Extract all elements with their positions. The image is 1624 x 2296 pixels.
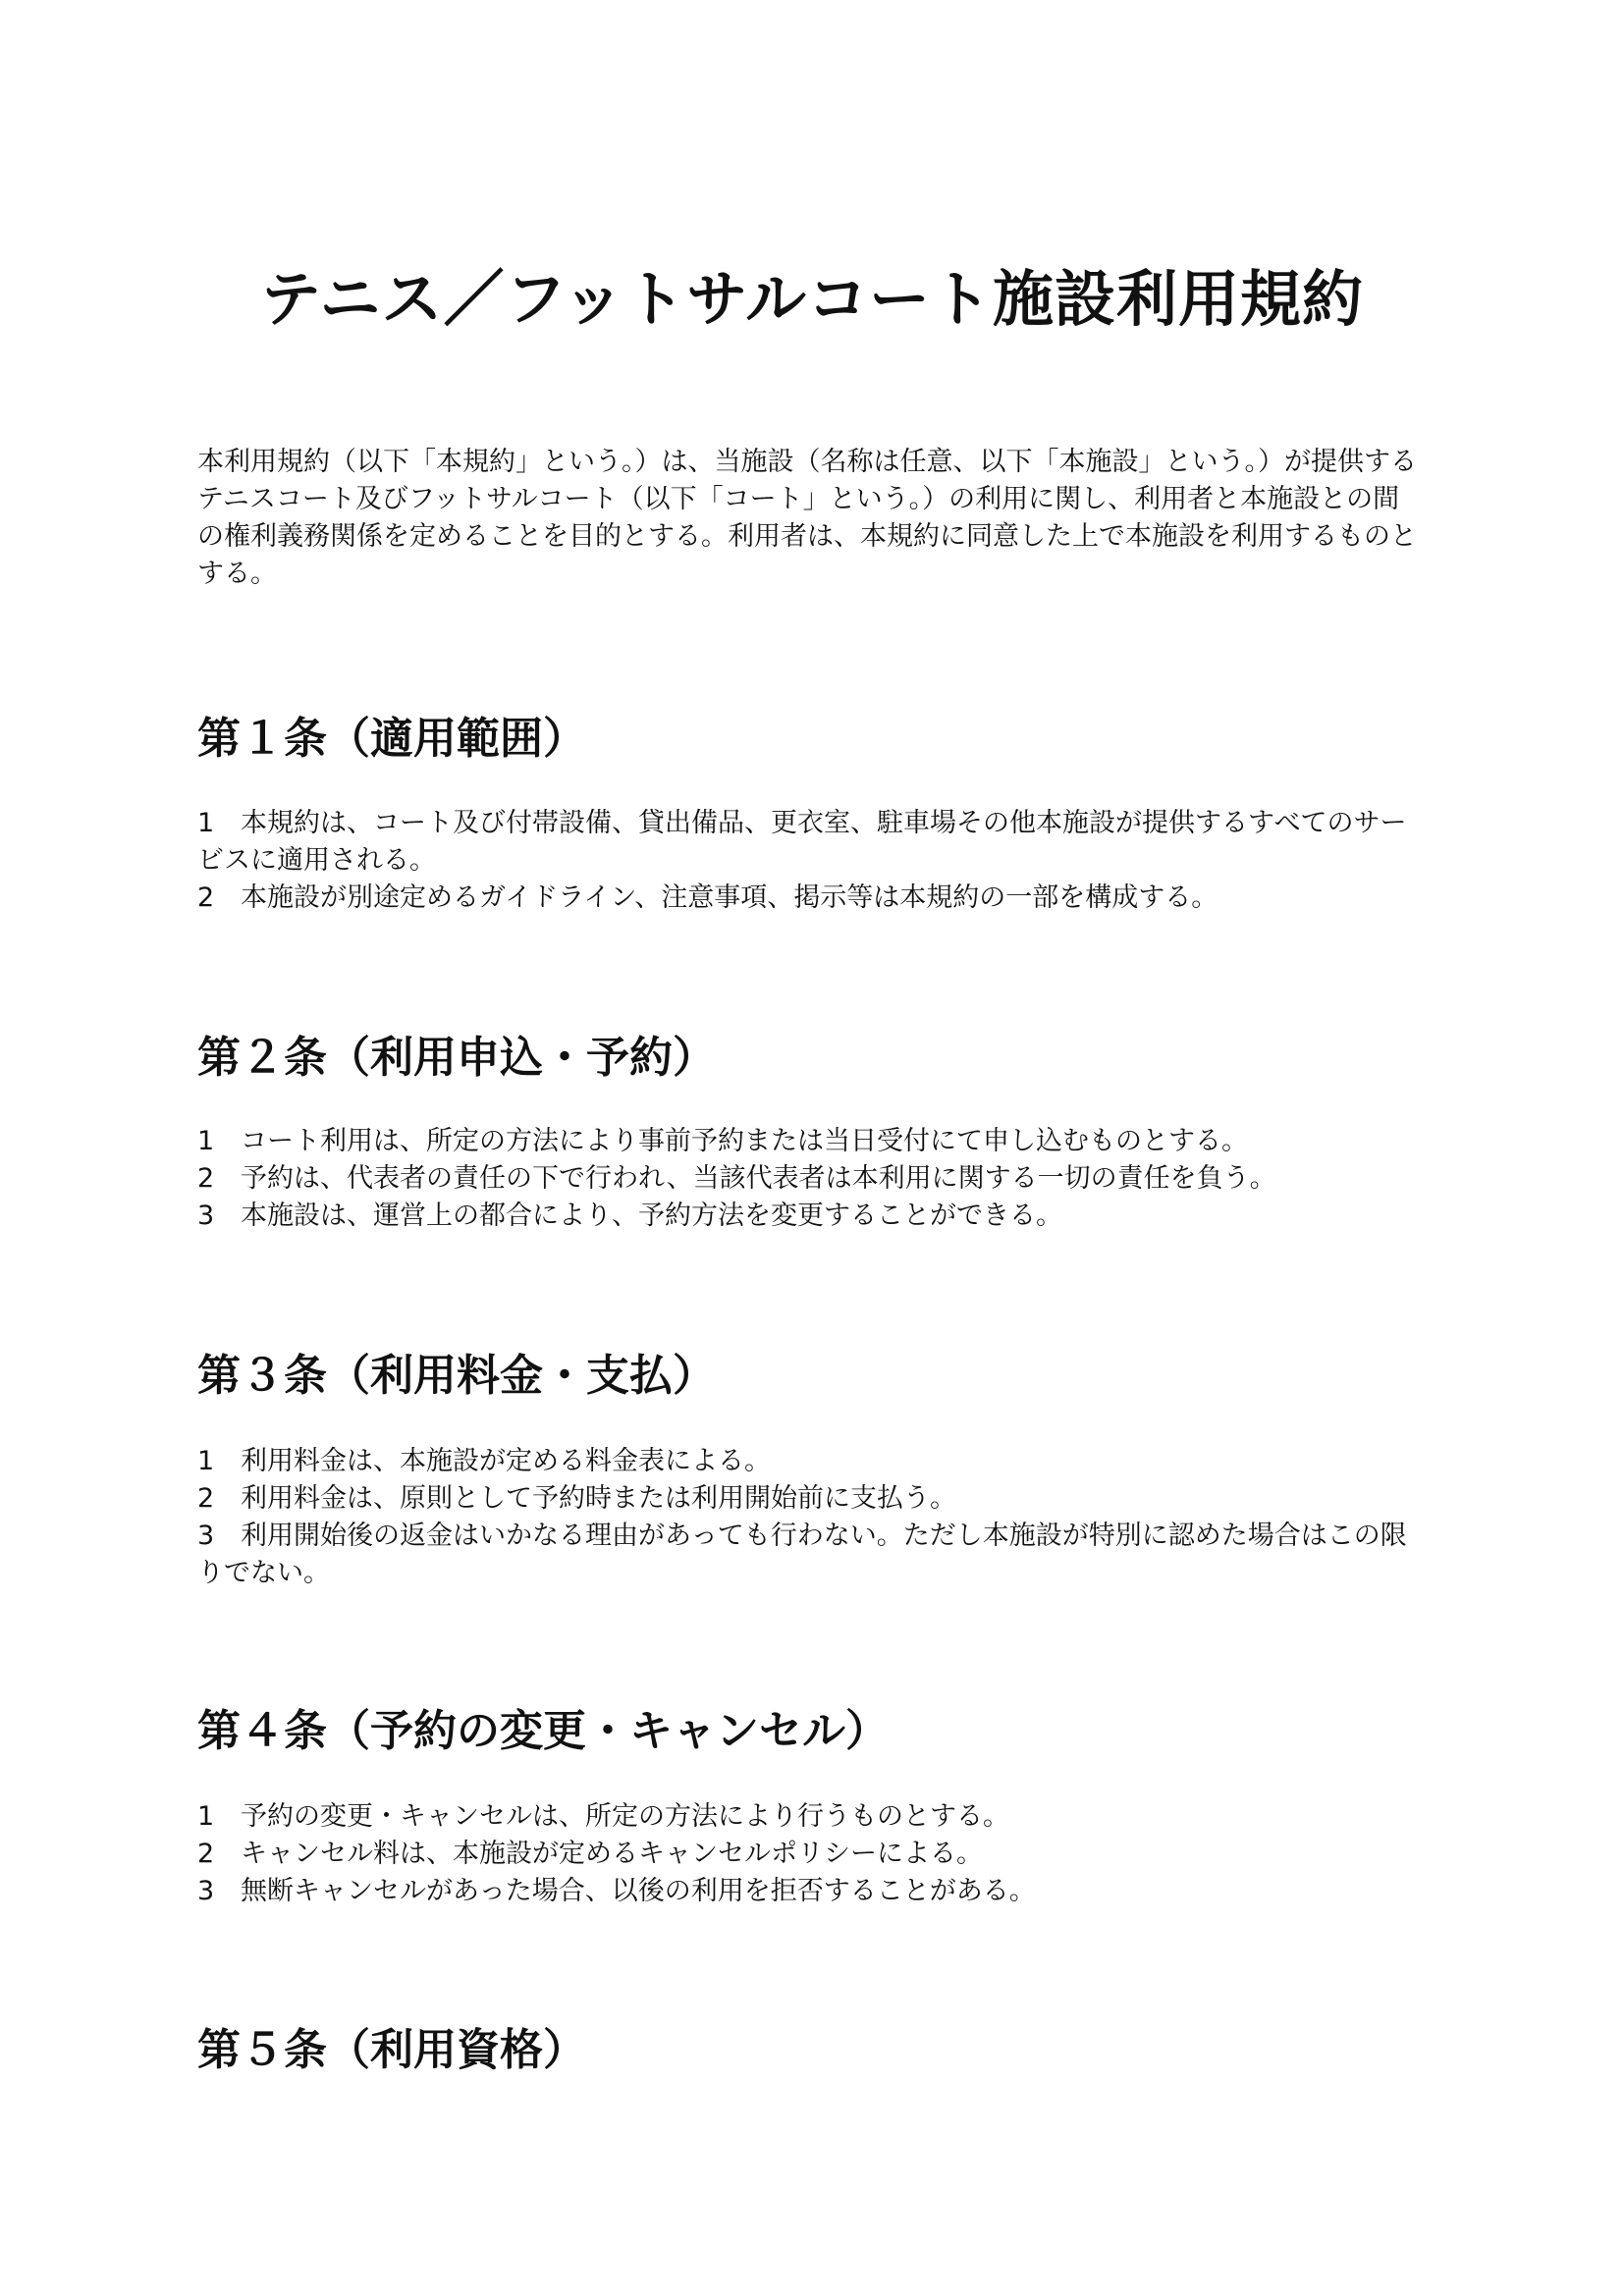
clause-number: 2 [197, 1839, 215, 1869]
clause-number: 3 [197, 1201, 215, 1231]
article-1-clauses [197, 805, 1425, 917]
intro-paragraph: 本利用規約（以下「本規約」という。）は、当施設（名称は任意、以下「本施設」という。）が提供するテニスコート及びフットサルコート（以下「コート」という。）の利用に関し、利用者と本施設との間の権利義務関係を定めることを目的とする。利用者は、本規約に同意した上で本施設を利用するものとする。 [197, 447, 1417, 589]
clause-text: 利用料金は、本施設が定める料金表による。 [241, 1446, 771, 1476]
clause-number: 3 [197, 1876, 215, 1906]
clause-text: 本施設が別途定めるガイドライン、注意事項、掲示等は本規約の一部を構成する。 [241, 882, 1218, 913]
clause [197, 1443, 1425, 1480]
clause-text: 予約の変更・キャンセルは、所定の方法により行うものとする。 [241, 1801, 1009, 1832]
clause [197, 1480, 1425, 1518]
article-1-heading: 第１条（適用範囲） [197, 714, 586, 764]
clause-number: 1 [197, 1126, 215, 1156]
clause [197, 1123, 1425, 1160]
clause [197, 880, 1425, 917]
clause-text: 利用料金は、原則として予約時または利用開始前に支払う。 [241, 1483, 956, 1514]
article-3-clauses [197, 1443, 1425, 1592]
clause-text: 本規約は、コート及び付帯設備、貸出備品、更衣室、駐車場その他本施設が提供するすべてのサービスに適用される。 [197, 808, 1407, 876]
clause [197, 1160, 1425, 1198]
clause-number: 1 [197, 808, 215, 838]
clause-number: 3 [197, 1521, 215, 1551]
clause-number: 2 [197, 882, 215, 913]
clause [197, 1198, 1425, 1235]
clause [197, 805, 1425, 880]
clause-text: キャンセル料は、本施設が定めるキャンセルポリシーによる。 [241, 1839, 983, 1869]
clause-text: 無断キャンセルがあった場合、以後の利用を拒否することがある。 [241, 1876, 1036, 1906]
clause-number: 2 [197, 1483, 215, 1514]
clause [197, 1873, 1425, 1910]
clause-text: 利用開始後の返金はいかなる理由があっても行わない。ただし本施設が特別に認めた場合はこの限りでない。 [197, 1521, 1407, 1588]
article-4-clauses [197, 1798, 1425, 1910]
article-5-heading: 第５条（利用資格） [197, 2025, 586, 2075]
clause-text: 本施設は、運営上の都合により、予約方法を変更することができる。 [241, 1201, 1062, 1231]
document-title: テニス／フットサルコート施設利用規約 [259, 263, 1365, 335]
clause-text: コート利用は、所定の方法により事前予約または当日受付にて申し込むものとする。 [241, 1126, 1248, 1156]
article-2-clauses [197, 1123, 1425, 1235]
article-3-heading: 第３条（利用料金・支払） [197, 1351, 716, 1401]
clause-number: 2 [197, 1163, 215, 1194]
article-4-heading: 第４条（予約の変更・キャンセル） [197, 1706, 889, 1756]
clause [197, 1518, 1425, 1592]
article-2-heading: 第２条（利用申込・予約） [197, 1033, 716, 1083]
clause [197, 1798, 1425, 1836]
clause-text: 予約は、代表者の責任の下で行われ、当該代表者は本利用に関する一切の責任を負う。 [241, 1163, 1276, 1194]
clause [197, 1836, 1425, 1873]
clause-number: 1 [197, 1446, 215, 1476]
clause-number: 1 [197, 1801, 215, 1832]
